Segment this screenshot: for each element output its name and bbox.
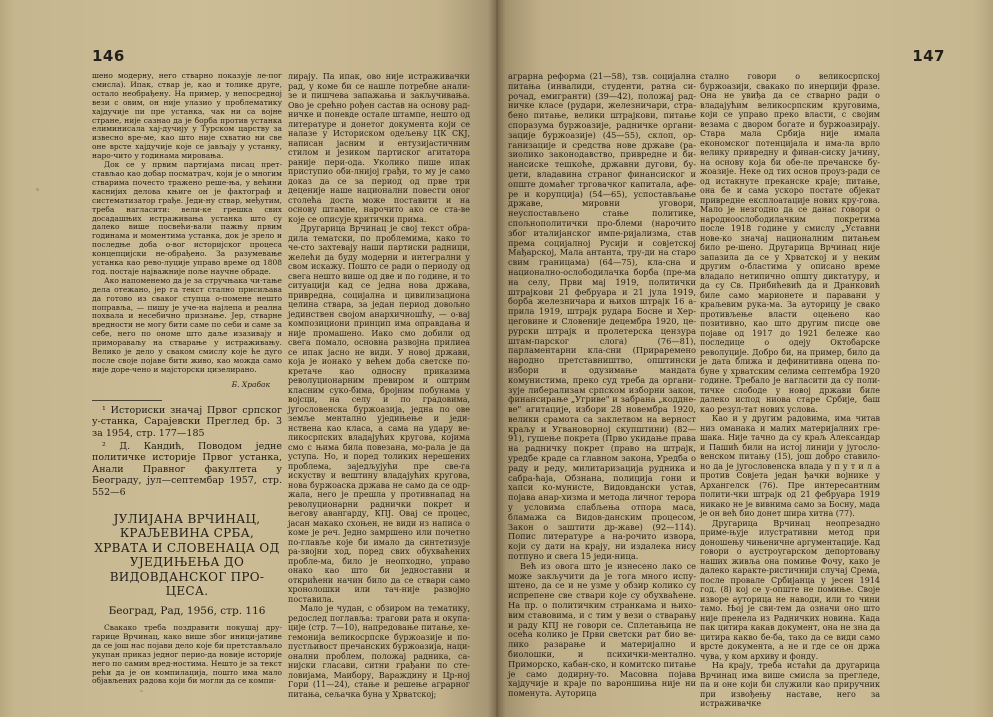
paragraph: аграрна реформа (21—58), тзв. социјална питања (инвалиди, студенти, ратна си-рочад, емигранти) (39—42), положај рад-ничке класе (рудари, железничари, стра-бено питање, велики штрајкови, питање споразума буржоазије, радничке органи-зације буржоазије) (45—55), склоп, ор-ганизације и средства нове државе (ра-зиолико законодавство, привредне и би-нансиске тешкоће, државни дугови, бу-џети, владавина страног финансиског и опште домаћег трговачког капитала, афе-ре и корупција) (54—65), успостављање државе, мировни уговори, неуспостављено стање политике, спољнополитички про-блеми (нарочито због италијанског импе-ријализма, став према социјалној Русији и совјетској Мађарској, Мала антанта, тру-ди на старо свим границама) (64—75), кла-сна и национално-ослободилачка борба (пре-ма на селу, Први мај 1919, политички штрајкови 21 фебруара и 21 јула 1919, борба железничара и њихов штрајк 16 а-прила 1919, штрајк рудара Босне и Хер-цеговине и Словеније децембра 1920, це-рурски штрајк и пролетерска цензура штам-парског слога) (76—81), парламентарни кла-сни (Прираремено народно претставништво, општински избори и одузимање мандата комунистима, преко суд треба да органи-зује либерализам српском изборни закон, финансирање „Угриве" и забрана „коддне-ве" агитације, избори 28 новембра 1920, велики срамота са заклетвом на верност краљу и Угвановорној скупштини) (82—91), гушење покрета (Прво укидање права на радничку покрет (право на штрајк, уредбе краде са главном закона, Уредба о раду и реду, милитаризација рудника и сабра-ћаја, Обзнана, полиција гони и хапси ко-мунисте, Видовдански устав, појава анар-хизма и метода личног терора у условима слабљења отпора маса, бламажа са Видов-данским процесом, Закон о заштити др-жаве) (92—114). Попис литературе а на-рочито извора, који су дати на крају, ни издалека нису потпуно и свега 15 једи-ница. [508, 71, 696, 562]
review-heading: ЈУЛИЈАНА ВРЧИНАЦ, КРАЉЕВИНА СРБА, ХРВАТА И СЛОВЕНАЦА ОД УЈЕДИЊЕЊА ДО ВИДОВДАНСКОГ ПРО-ЦЕСА. [94, 511, 280, 599]
paper-speck [454, 520, 456, 522]
paragraph: Ако напоменемо да је за стручњака чи-тање дела отежано, јер га текст стално присиљава да готово из сваког ступца о-помене нешто поправља, — пишу је уче-на најлепа и реална похвала и несебично признање. Јер, стварне вредности не могу бити саме по себи и саме за себе, него по ономе што даље изазивају и примораваљу на стварање у истраживању. Велико је дело у сваком смислу које ће дуго после своје појаве бити живо, као можда само није доре-чено и мајсторски цизелирано. [92, 275, 282, 374]
review-publication-info: Београд, Рад, 1956, стр. 116 [108, 604, 266, 617]
paragraph: Свакако треба поздравити покушај дру-гарице Врчинац, како више због иници-јативе да се још нас појави дело које би претстављало укупан приказ једног перио-да новије историје него по самим вред-ностима. Нешто је за текст рећи да је он компилација, пошто има мало објављених радова који би могли да се компи- [92, 622, 282, 686]
right-page-column-1 [508, 72, 696, 699]
book-gutter [488, 0, 506, 717]
footnote: ² Д. Кандић, Поводом једне политичке историје Првог устанка, Анали Правног факултета у Београду, јул—септембар 1957, стр. 552—6 [92, 440, 282, 498]
right-page-number: 147 [912, 47, 945, 65]
footnote: ¹ Историски значај Првог српског у-станка, Сарајевски Преглед бр. 3 за 1954, стр. 177—185 [92, 404, 282, 439]
paragraph: стално говори о великосрпској буржоазији, свакако по инерцији фразе. Она не увиђа да се стварно ради о владајућим великосрпским круговима, који се управо преко власти, с својим везама с двором богате и буржоазирају. Стара мала Србија није имала економског потенцијала и има-ла врло велику привредну и финан-сиску јачину, на основу која би обе-ле пречанске бу-жоазије. Неке од тих основ проуз-ради се од истакнуте преканске краје; питање, она бе и сама ускоро постате објекат привредне експлоатације нових кру-гова. Мало је незгодно да се данас говори о народноослободилачким покретима после 1918 године у смислу „Уставни нове-ко значај националним питањем било ре-шено. Другарица Врчинац није запазила да се у Хрватској и у неким другим о-бластима у описано време владало нетипично општу диктатуру, и да су Св. Прибићевић да и Дранковић биле само марионете и паравани у краљевим рука-ма. За ауторицу је свако противљење власти оцењено као позитивно, као што другим писце ове појаве од 1917 до 1921 бележе као последице о одеју Октобарске револуције. Добро би, на пример, било да је дата ближа и дефинитивна оцена по-буне у хрватским селима септембра 1920 године. Требало је нагласити да су поли-тичке слободе у новој држави биле далеко испод ниова старе Србије, бaш као резул-тат нових услова. [700, 72, 880, 414]
paragraph: Као и у другим радовима, има читав низ оманака и малих материјалних гре-шака. Није тачно да су краљ Александар и Пашић били на истој линији у југосло-венском питању (15), још добро ставило-но да је југословенска влада у п у т и л а против Совјета један ђачки војнике у Архангелск (76). Пре интересантним полити-чки штрајк од 21 фебруара 1919 никако не је вивнима само за Босну, мада је он већ био донет шира хитна (77). [700, 414, 880, 518]
paragraph: Другарица Врчинац је свој текст обра-дила тематски, по проблемима, како то че-сто захтевају наши партиски радници, желећи да буду модерни и интегрални у свом искажу. Пошто се ради о периоду од свега нешто више од две и по године, и то ситуацији кад се једна нова држава, привредна, социјална и цивилизациона целина ствара, за један период довољно јединствен својом анархичношћу, — о-ваj композициони принцип има оправдања и није промашено. Иако смо добили од свега помало, основна развојна прилиеа се ипак јасно не види. У новој држави, која је ионако у већем доба светске по-кретаче као односну приказима револуционарним превиром и оштрим класним суко-бима, бројним побунама у војсци, на селу и по градовима, југословенска буржоазија, једна по ове земље ментално уједињење и једи-нствена као класа, а сама на удару ве-ликосрпских владајућих кругова, кoјима смо с њима била повезана, мо-рала је да уступа. Но, и поред толиких нерешених проблема, заједљујући пре све-га искуству и вештину владајућих кругова, нова буржоаска држава не само да се одр-жала, него је прешла у противнапад на револуционарни раднички покрет и његову авангарду, КПЈ. Овај се процес, јасан макако схоњен, не види из написа о коме је реч. Једно замршено или почетно по-главље које би имало да синтетизује ра-звојни ход, поред свих обухваћених пробле-ма, било је неопходно, управо онако као што би једноставни и открићени начин било да се ствари само хронолошки или тач-није развојно поставила. [288, 224, 470, 604]
paragraph: Другарица Врчинац неопрeзадно приме-њује илустративни метод при доношењу чињеничне аргументације. Кад говори о аустроугарском депортовању наших живља она помиње Фочу, како је далеко каракте-ристичнији случај Срема, после провале Србијанца у јесен 1914 год. (8) кој се у-опште не помиње. Своје изворе ауторица не наводи, или то чини тамо. Њој је сви-тем да означи оно што није пренела из Радничких новина. Када пак цитира какав документ, она не зна да цитира какво бе-ба, тако да се види само врсте документа, а не и где се он држа чува, у ком архиву и фонду. [700, 518, 880, 661]
paragraph: шено модерну, него стварно показује ле-пог смисла). Ипак, ствар је, као и толике друге, остало необрађену. На пример, у непосредној вези с овим, он није улазио у проблематику хајдучије пи пре устанка, чак ни са војне стране, није сазнао да је борба против устанка елиминисала хај-дучију у Турском царству за извесно вре-ме, као што није схватио ни све оне врсте хајдучије које се јављају у устанку, наро-чито у годинама мировања. [92, 71, 282, 161]
left-page-number: 146 [92, 47, 125, 65]
paper-speck [36, 188, 39, 191]
left-page-column-2 [288, 72, 470, 699]
paragraph: Док се у првим партијама писац прет-стављао као добар посматрач, који је о многим стварима почесто тражено реше-ња, у већини каснијих делова књиге он је фактограф и систематизатор грађе. Једи-ну ствар, међутим, треба нагласити: вели-ке грешка свих досадашњих истраживања устанка што су далеко више посвећи-вали пажњу првим годинама и моментима устанка, док је зрело и последње доба о-вог историјског процеса концепцијски не-обрађено. За разумевање устанка као рево-луције управо време од 1808 год. постаје најважније поље научне обраде. [92, 160, 282, 276]
paragraph: На крају, треба истаћи да другарица Врчинац има више смисла за прегледе, па и оне који би служили као приручник при извођењу наставе, него за истраживачке [700, 661, 880, 708]
paragraph: Мало је чудан, с обзиром на тематику, редослед поглавља: трагови рата и окупа-ције (стр. 7—10), напредовање питање, хе-гемонија великосрпске буржоазије и по-пустљивост пречанских буржоазија, наци-онални проблем, положај радника, са-нијски гласави, ситни грађани по сте-ловијама, Маибору, Вараждину и Цр-ној Гори (11—24), стање и решење аграрног питања, сељачка буна у Хрватској; [288, 604, 470, 699]
paragraph: Већ из овога што је изнесено лако се може закључити да је тога много испу-штено, да се и не узме у обзир колико су испрепене све ствари које су обухваћене. На пр. о политичким странкама и њихо-вим ставовима, и с тим у вези о стварању и раду КПЈ не говори се. Сплетањица не осећа колико је Први светски рат био ве-лико разарање и материјално и биолошки, и психички-ментално. Приморско, кабан-ско, и комитско питање је само додирну-то. Масовна појава хајдучије и краје по вароншиња није ни поменута. Ауторица [508, 560, 696, 699]
left-page-column-1 [92, 72, 282, 686]
footnote-divider [92, 400, 162, 401]
paper-speck [140, 690, 143, 692]
author-signature: Б. Храбак [231, 379, 270, 389]
right-page-column-2 [700, 72, 880, 709]
paragraph: лирају. Па ипак, ово није истраживачки рад, у коме би се нашле потребне анали-зе и пишчева запажања и закључивања. Ово је срећно рођен састав на основу рад-ничке и поневде осталe штампе, нешто од литературе и донетог документа који се налазе у Историском одељењу ЦК СКЈ, написан јасним и ентузијастичним стилом и језиком партиског агитатора раније пери-ода. Уколико пише ипак приступио оби-лнијој грађи, то му је само доказ да се за период од прве три деценије наше национални повести оног столећа доста може поставити и на основу штампе, нарочито ако се ста-ве које се описује критички прима. [288, 72, 470, 224]
